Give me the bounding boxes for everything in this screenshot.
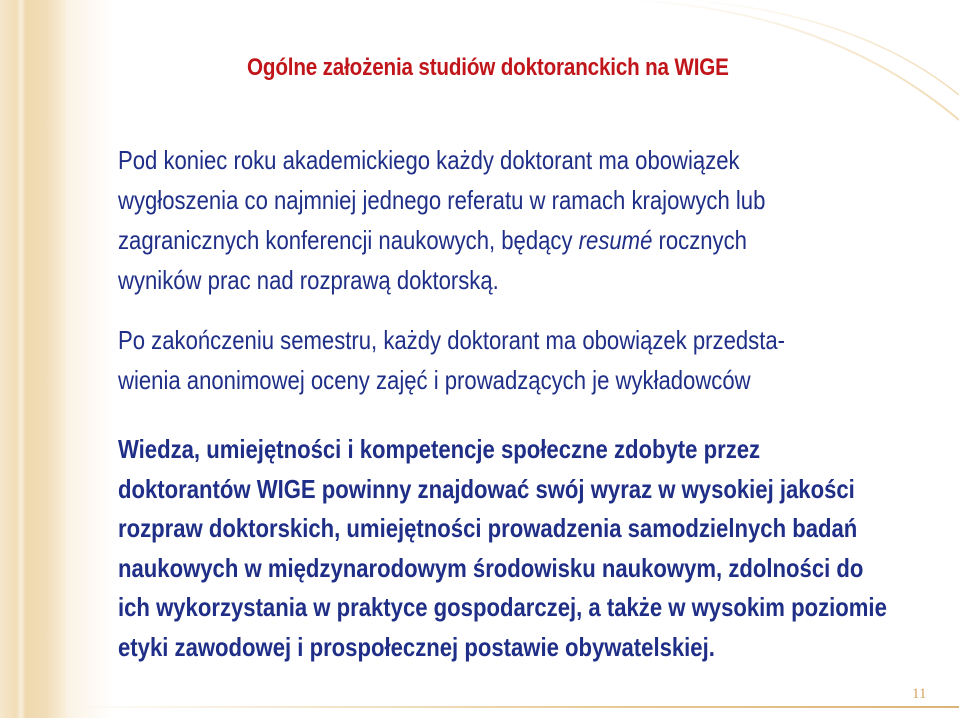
text-line: wyników prac nad rozprawą doktorską. [118,265,499,295]
bottom-decorative-line [66,706,959,708]
text-line: doktorantów WIGE powinny znajdować swój wyraz w wysokiej jakości [118,473,855,504]
text-line: etyki zawodowej i prospołecznej postawie obywatelskiej. [118,631,715,662]
text-line: rozpraw doktorskich, umiejętności prowadzenia samodzielnych badań [118,513,858,543]
paragraph-competences [118,430,887,667]
text-line: Wiedza, umiejętności i kompetencje społeczne zdobyte przez [118,434,761,464]
left-decorative-stripe [16,0,26,718]
text-line: wienia anonimowej oceny zajęć i prowadzących je wykładowców [118,365,751,395]
text-segment: rocznych [652,225,747,255]
paragraph-semester-evaluation [118,320,785,400]
text-line: naukowych w międzynarodowym środowisku naukowym, zdolności do [118,552,864,583]
text-line [118,220,765,260]
text-segment: zagranicznych konferencji naukowych, będący [118,225,579,255]
left-decorative-fade [66,0,114,718]
text-line: ich wykorzystania w praktyce gospodarczej, a także w wysokim poziomie [118,592,887,622]
text-line: Pod koniec roku akademickiego każdy doktorant ma obowiązek [118,145,740,175]
page-number: 11 [912,686,927,702]
text-line: Po zakończeniu semestru, każdy doktorant ma obowiązek przedsta- [118,325,786,355]
text-line: wygłoszenia co najmniej jednego referatu w ramach krajowych lub [118,185,766,215]
left-decorative-band [0,0,66,718]
italic-text-segment: resumé [578,225,653,255]
paragraph-conference-requirement [118,140,765,300]
slide-title: Ogólne założenia studiów doktoranckich na WIGE [247,54,729,81]
